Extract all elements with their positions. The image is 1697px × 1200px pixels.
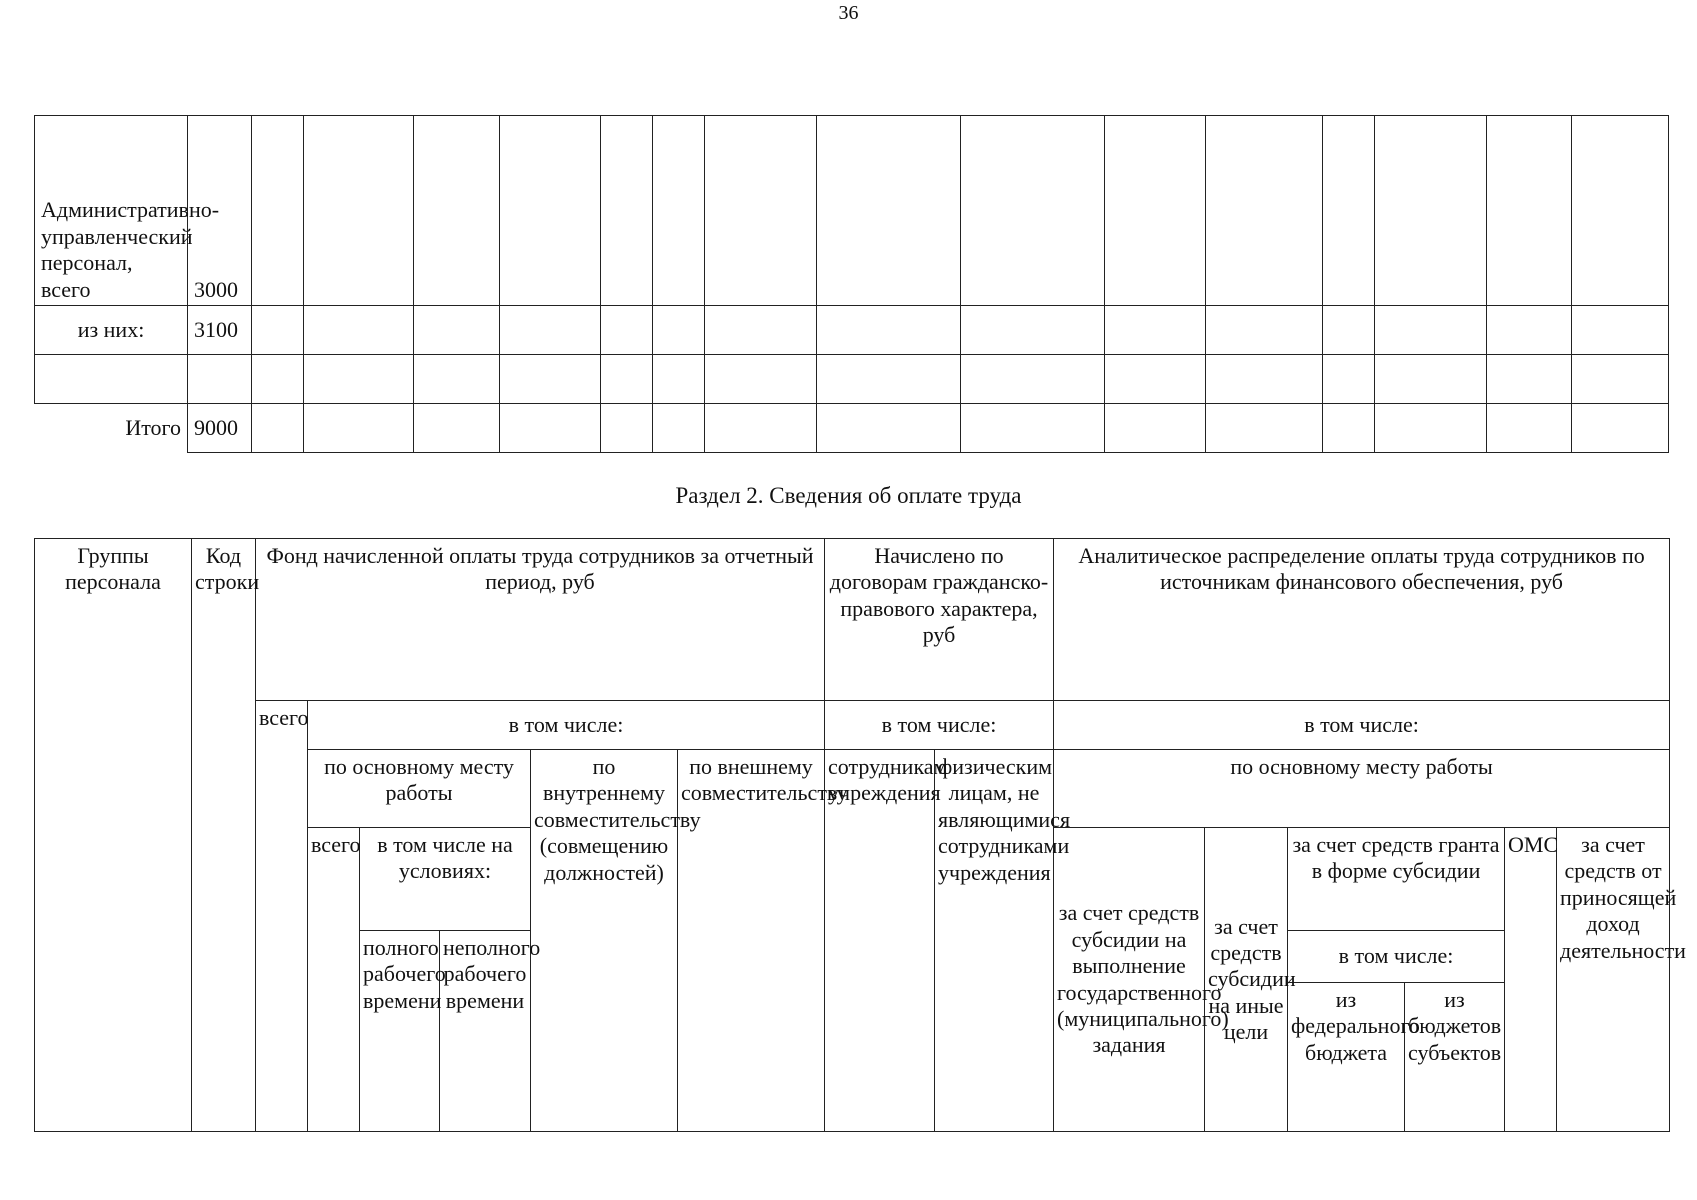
table-row <box>35 355 1669 404</box>
fund-main-place: по основному месту работы <box>308 750 531 828</box>
row-code <box>188 355 252 404</box>
analytic-including: в том числе: <box>1054 701 1670 750</box>
personnel-table <box>34 115 1669 453</box>
row-code: 9000 <box>188 404 252 453</box>
on-conditions: в том числе на условиях: <box>360 828 531 931</box>
full-time: полного рабочего времени <box>360 931 440 1132</box>
col-fund-total: всего <box>256 701 308 1132</box>
row-label: из них: <box>35 306 188 355</box>
section-title: Раздел 2. Сведения об оплате труда <box>675 483 1022 508</box>
gph-individuals: физическим лицам, не являющимися сотрудниками учреждения <box>935 750 1054 1132</box>
page-number: 36 <box>838 2 859 24</box>
table-row <box>35 116 1669 306</box>
grant-including: в том числе: <box>1288 931 1505 983</box>
col-fund: Фонд начисленной оплаты труда сотрудников за отчетный период, руб <box>256 539 825 701</box>
col-groups: Группы персонала <box>35 539 192 1132</box>
table-row <box>35 306 1669 355</box>
row-label: Итого <box>35 404 188 453</box>
table-row <box>35 404 1669 453</box>
col-code: Код строки <box>192 539 256 1132</box>
gph-including: в том числе: <box>825 701 1054 750</box>
part-time: неполного рабочего времени <box>440 931 531 1132</box>
fund-external: по внешнему совместительству <box>678 750 825 1132</box>
col-gph: Начислено по договорам гражданско-правового характера, руб <box>825 539 1054 701</box>
row-label: Административно-управленческий персонал, всего <box>35 116 188 306</box>
grant-subsidy: за счет средств гранта в форме субсидии <box>1288 828 1505 931</box>
fund-internal: по внутреннему совместительству (совмещению должностей) <box>531 750 678 1132</box>
fund-including: в том числе: <box>308 701 825 750</box>
subsidy-task: за счет средств субсидии на выполнение государственного (муниципального) задания <box>1054 828 1205 1132</box>
header-row <box>35 701 1670 750</box>
regional-budgets: из бюджетов субъектов <box>1405 983 1505 1132</box>
gph-employees: сотрудникам учреждения <box>825 750 935 1132</box>
col-analytic: Аналитическое распределение оплаты труда сотрудников по источникам финансового обеспечения, руб <box>1054 539 1670 701</box>
header-row <box>35 539 1670 701</box>
analytic-main-place: по основному месту работы <box>1054 750 1670 828</box>
main-place-total: всего <box>308 828 360 1132</box>
row-code: 3100 <box>188 306 252 355</box>
federal-budget: из федерального бюджета <box>1288 983 1405 1132</box>
income-activity: за счет средств от приносящей доход деятельности <box>1557 828 1670 1132</box>
wages-header-table <box>34 538 1686 1132</box>
oms: ОМС <box>1505 828 1557 1132</box>
row-code: 3000 <box>188 116 252 306</box>
subsidy-other: за счет средств субсидии на иные цели <box>1205 828 1288 1132</box>
row-label <box>35 355 188 404</box>
